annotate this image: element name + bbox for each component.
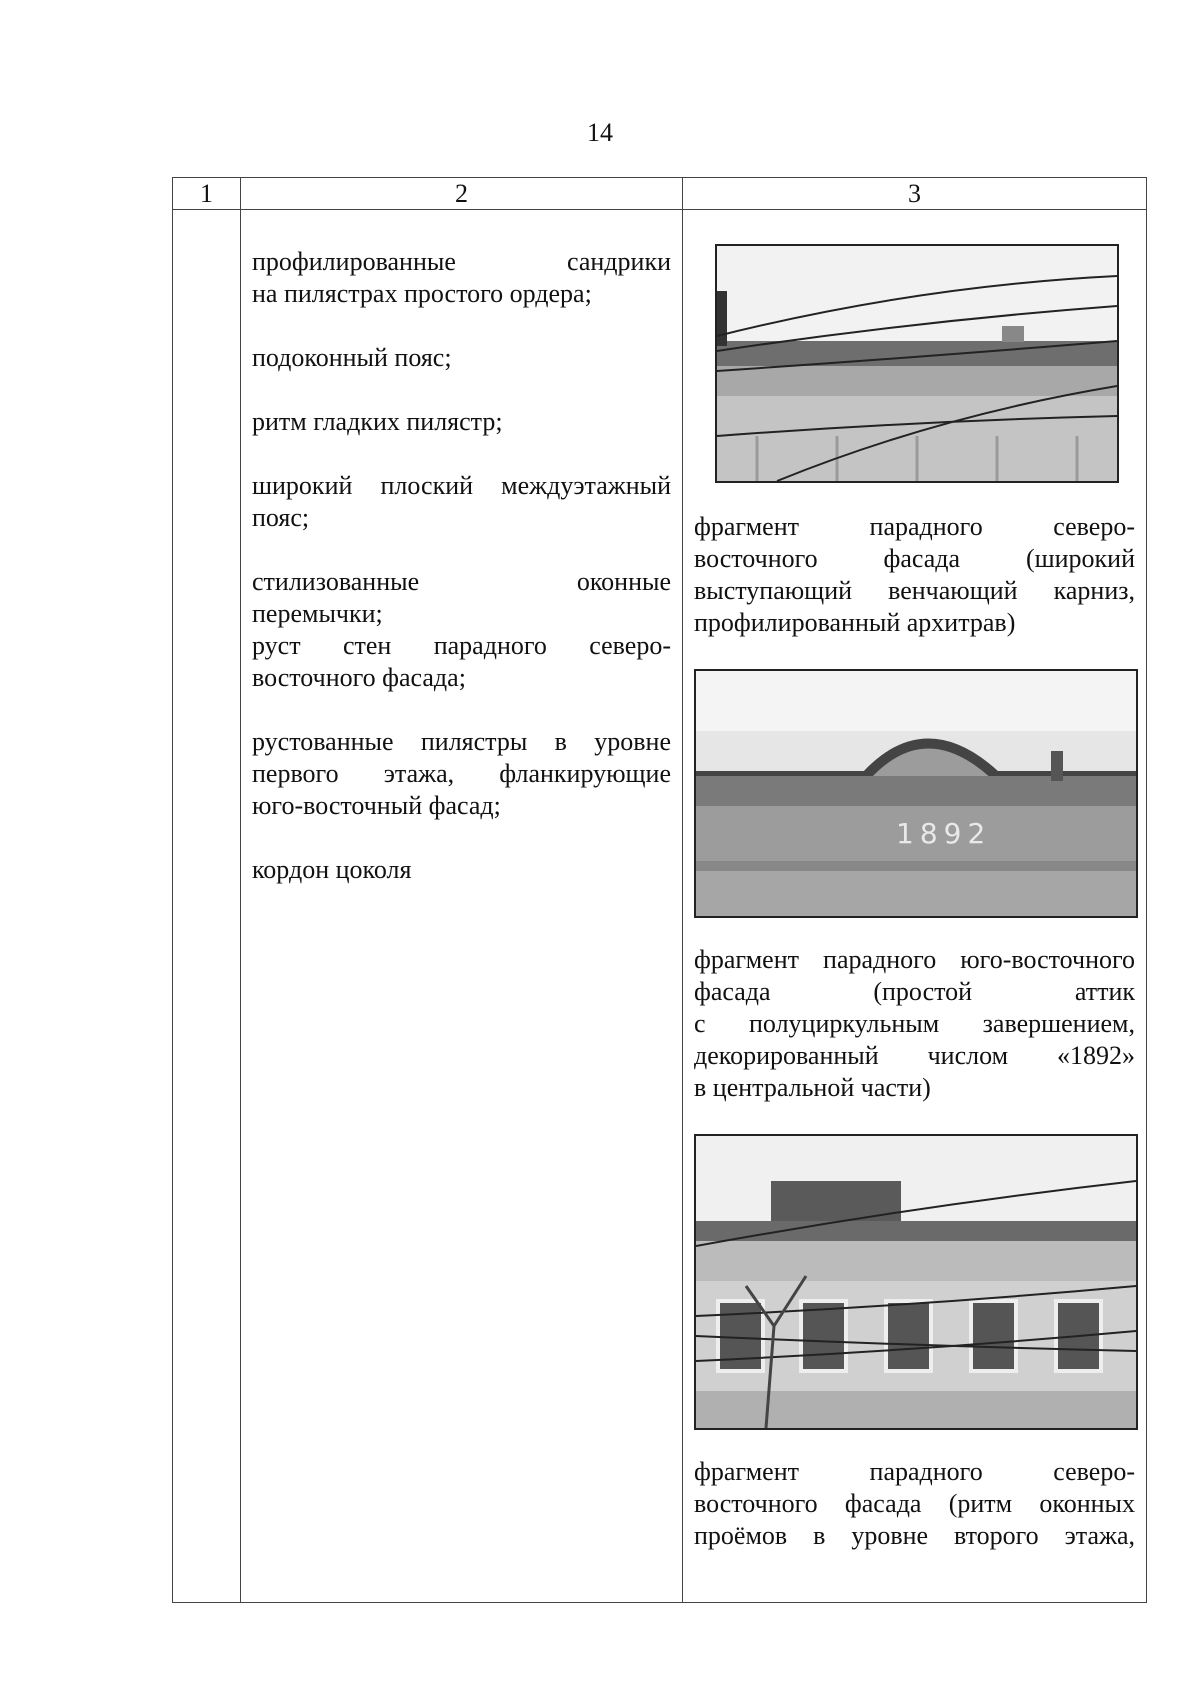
feature-line: руст стен парадного северо- [252, 631, 671, 660]
feature-line: на пилястрах простого ордера; [252, 279, 592, 308]
feature-line: юго-восточный фасад; [252, 791, 501, 820]
feature-line: первого этажа, фланкирующие [252, 759, 671, 788]
caption-line: фрагмент парадного северо- [694, 1457, 1135, 1486]
table-row [173, 210, 1147, 1603]
feature-line: кордон цоколя [252, 855, 412, 884]
caption-line: фрагмент парадного юго-восточного [694, 945, 1135, 974]
feature-line: восточного фасада; [252, 663, 466, 692]
header-col-1: 1 [173, 178, 241, 210]
feature-line: перемычки; [252, 599, 383, 628]
caption-line: декорированный числом «1892» [694, 1041, 1135, 1070]
feature-line: подоконный пояс; [252, 343, 452, 372]
features-cell [241, 210, 683, 1603]
photo-caption [694, 1456, 1135, 1552]
caption-line: фрагмент парадного северо- [694, 512, 1135, 541]
photos-cell [683, 210, 1147, 1603]
caption-line: в центральной части) [694, 1073, 931, 1102]
attic-1892-photo [694, 669, 1138, 918]
feature-line: стилизованные оконные [252, 567, 671, 596]
caption-line: с полуциркульным завершением, [694, 1009, 1135, 1038]
feature-rusticated-pilasters [252, 726, 671, 822]
caption-line: восточного фасада (широкий [694, 544, 1135, 573]
attic-date-inscription: 1892 [896, 817, 992, 850]
feature-rustication [252, 630, 671, 694]
number-cell [173, 210, 241, 1603]
caption-line: выступающий венчающий карниз, [694, 576, 1135, 605]
header-col-2: 2 [241, 178, 683, 210]
table-header-row [173, 178, 1147, 210]
facade-cornice-photo [715, 244, 1119, 483]
feature-window-lintels [252, 566, 671, 630]
page-number: 14 [587, 118, 613, 147]
feature-line: профилированные сандрики [252, 247, 671, 276]
monument-subject-table [172, 177, 1147, 1603]
feature-line: рустованные пилястры в уровне [252, 727, 671, 756]
window-rhythm-photo [694, 1134, 1138, 1430]
feature-line: пояс; [252, 503, 310, 532]
feature-plinth-cordon [252, 854, 671, 886]
feature-interfloor-band [252, 470, 671, 534]
caption-line: профилированный архитрав) [694, 608, 1016, 637]
photo-caption [694, 944, 1135, 1104]
feature-line: ритм гладких пилястр; [252, 407, 503, 436]
caption-line: фасада (простой аттик [694, 977, 1135, 1006]
feature-pilaster-rhythm [252, 406, 671, 438]
feature-line: широкий плоский междуэтажный [252, 471, 671, 500]
photo-caption [694, 511, 1135, 639]
caption-line: проёмов в уровне второго этажа, [694, 1521, 1135, 1550]
caption-line: восточного фасада (ритм оконных [694, 1489, 1135, 1518]
feature-sandriki [252, 246, 671, 310]
header-col-3: 3 [683, 178, 1147, 210]
feature-sill-band [252, 342, 671, 374]
